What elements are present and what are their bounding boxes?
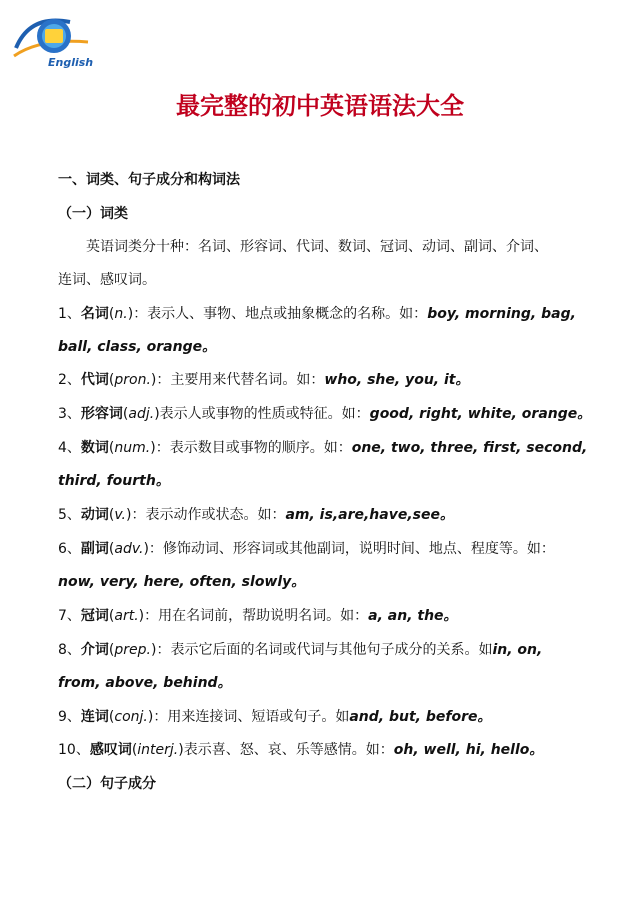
list-item-continued: now, very, here, often, slowly。 [58,574,306,590]
intro-line-1: 英语词类分十种：名词、形容词、代词、数词、冠词、动词、副词、介词、 [86,239,548,255]
list-item: 4、数词(num.)：表示数目或事物的顺序。如：one, two, three, first, second, [58,440,588,456]
list-item: 2、代词(pron.)：主要用来代替名词。如：who, she, you, it。 [58,372,470,388]
list-item: 9、连词(conj.)：用来连接词、短语或句子。如and, but, before。 [58,709,492,725]
logo-brand-text: English [48,56,94,69]
list-item: 1、名词(n.)：表示人、事物、地点或抽象概念的名称。如：boy, morning, bag, [58,306,576,322]
page-title: 最完整的初中英语语法大全 [176,92,464,120]
list-item: 8、介词(prep.)：表示它后面的名词或代词与其他句子成分的关系。如in, on, [58,642,543,658]
list-item-continued: from, above, behind。 [58,675,232,691]
subsection-heading: （一）词类 [58,206,128,222]
brand-logo [10,8,100,70]
list-item: 5、动词(v.)：表示动作或状态。如：am, is,are,have,see。 [58,507,454,523]
intro-line-2: 连词、感叹词。 [58,272,156,288]
list-item-continued: ball, class, orange。 [58,339,217,355]
section-heading: 一、词类、句子成分和构词法 [58,172,240,188]
list-item: 6、副词(adv.)：修饰动词、形容词或其他副词，说明时间、地点、程度等。如： [58,541,555,557]
list-item: 3、形容词(adj.)表示人或事物的性质或特征。如：good, right, white, orange。 [58,406,592,422]
list-item-continued: third, fourth。 [58,473,170,489]
list-item: 10、感叹词(interj.)表示喜、怒、哀、乐等感情。如：oh, well, hi, hello。 [58,742,544,758]
list-item: 7、冠词(art.)：用在名词前，帮助说明名词。如：a, an, the。 [58,608,458,624]
subsection-heading: （二）句子成分 [58,776,156,792]
